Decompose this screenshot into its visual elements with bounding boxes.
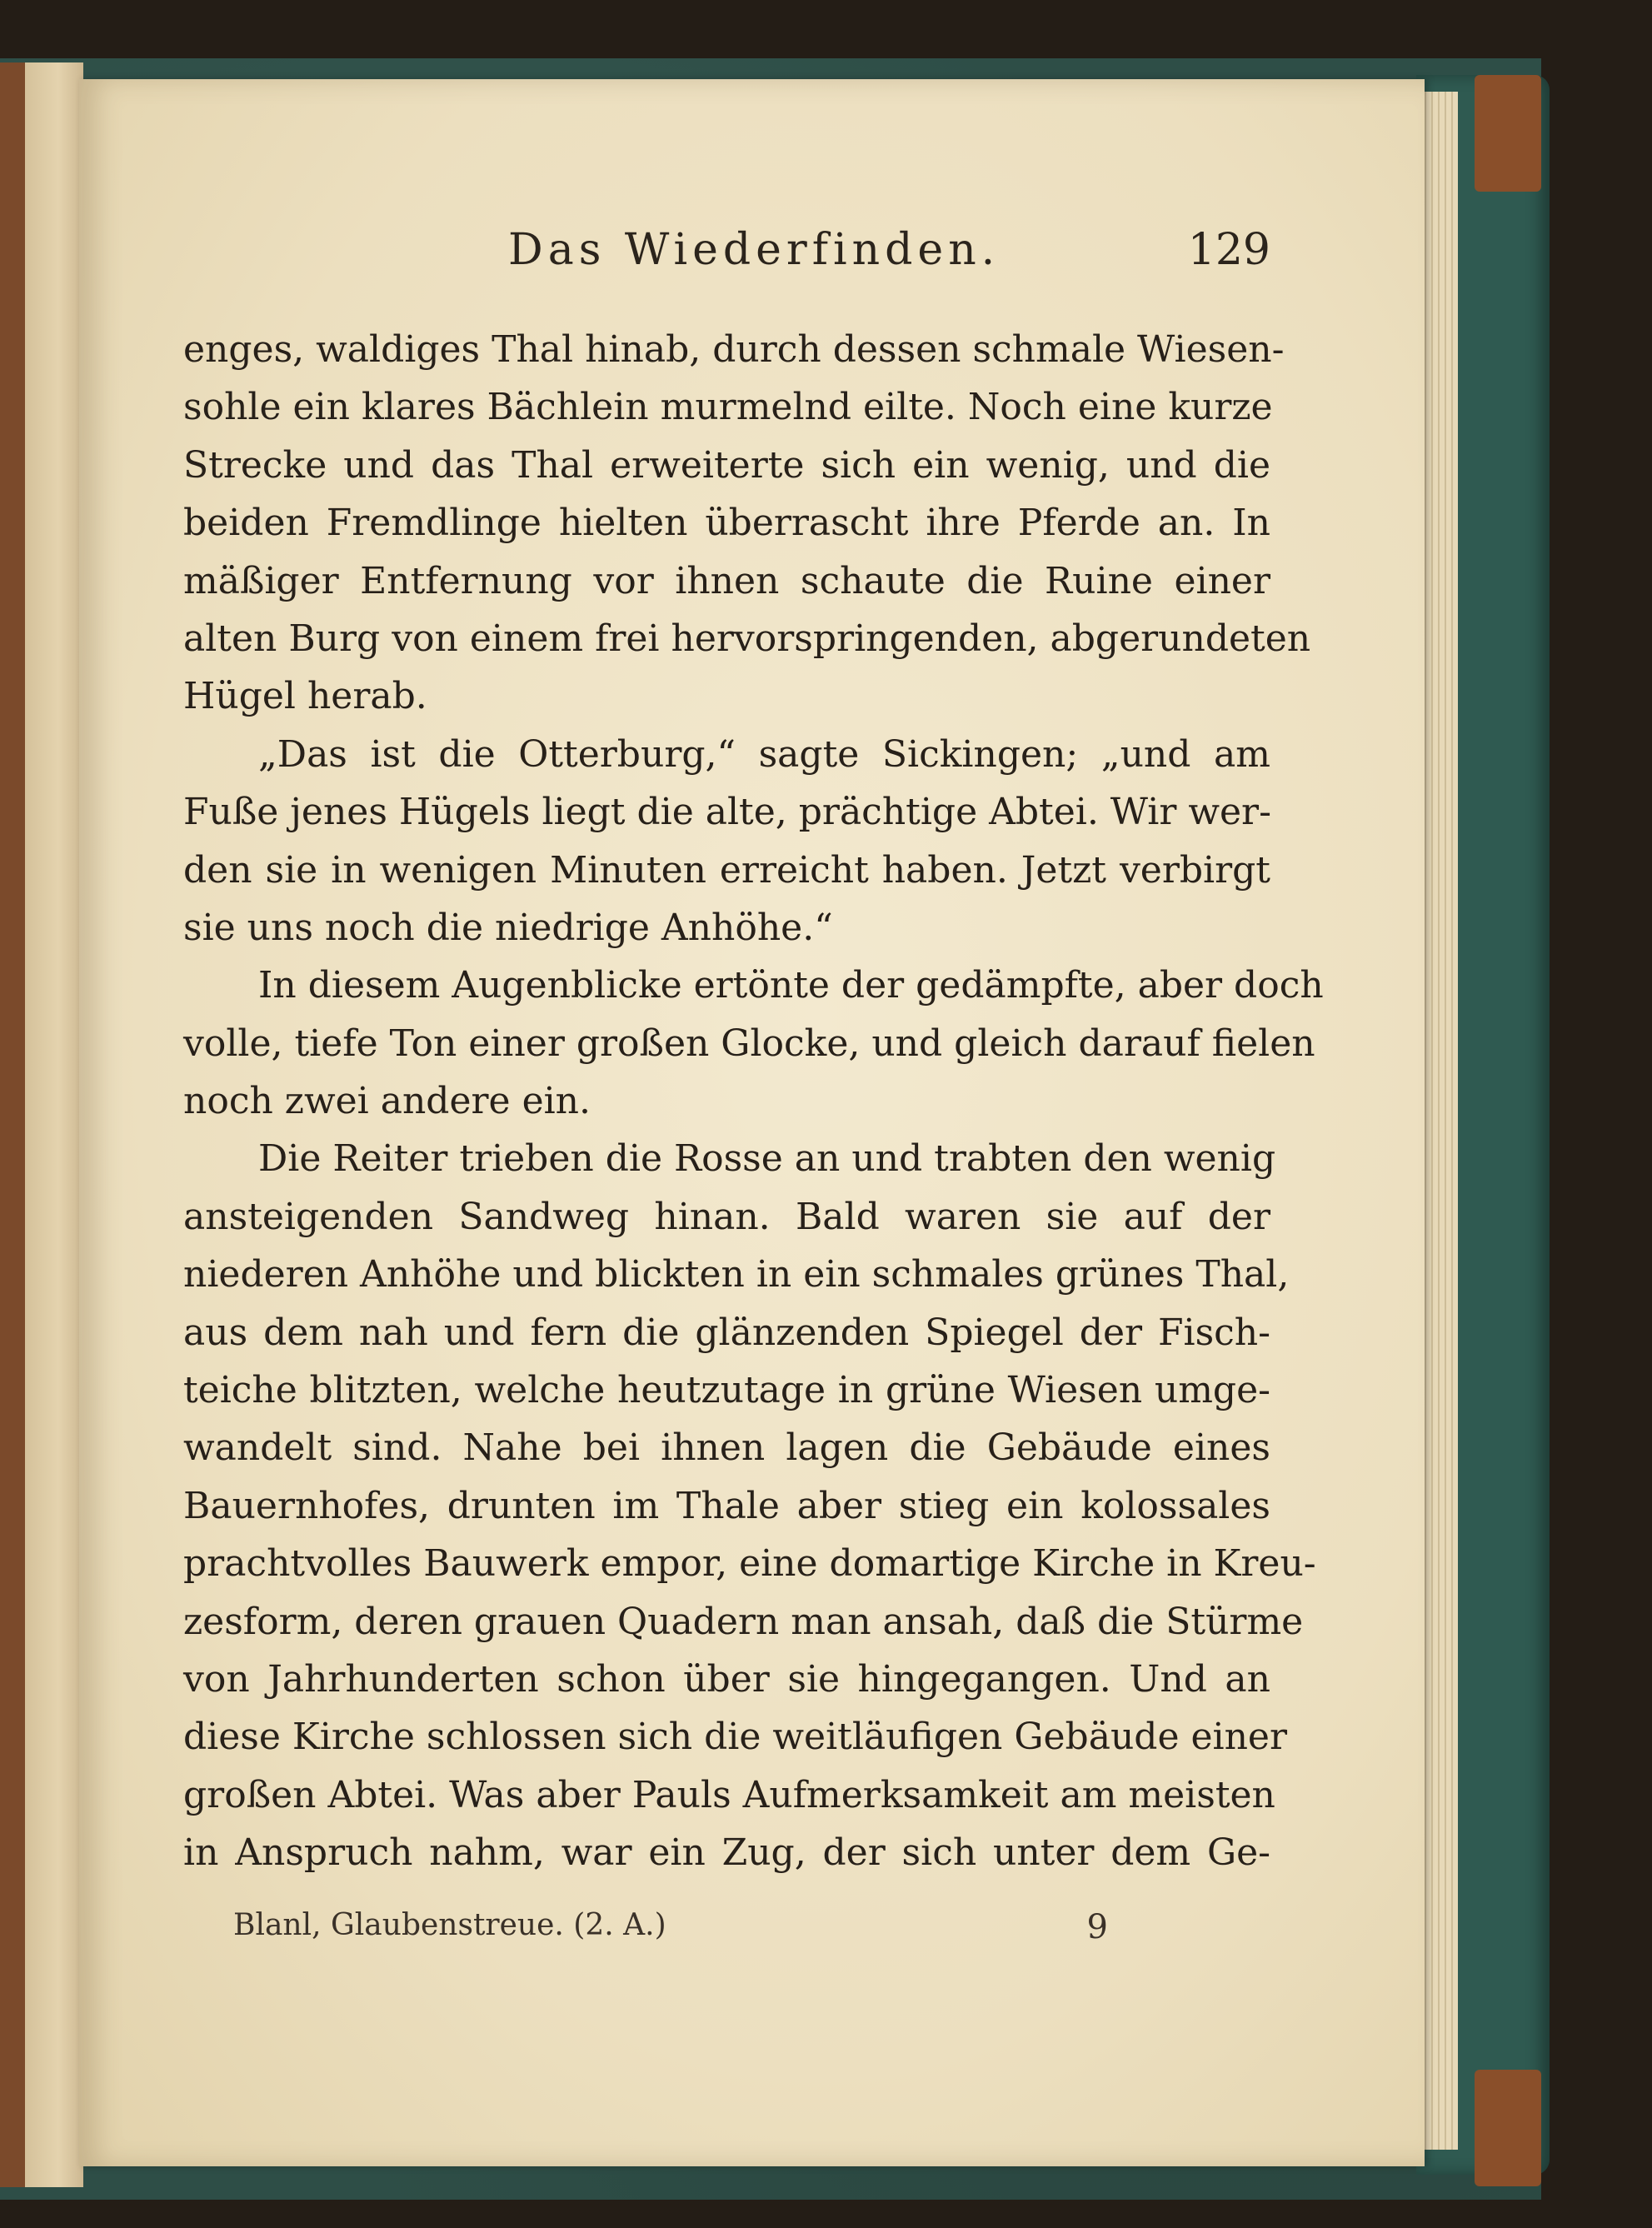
- text-line: mäßiger Entfernung vor ihnen schaute die Ruine einer: [183, 559, 1270, 602]
- text-line: niederen Anhöhe und blickten in ein schmales grünes Thal,: [183, 1253, 1290, 1296]
- text-line: diese Kirche schlossen sich die weitläufigen Gebäude einer: [183, 1716, 1288, 1759]
- spine-edge: [0, 62, 25, 2187]
- text-line: ansteigenden Sandweg hinan. Bald waren sie auf der: [183, 1195, 1270, 1238]
- text-line: Fuße jenes Hügels liegt die alte, prächtige Abtei. Wir wer-: [183, 791, 1271, 834]
- running-title: Das Wiederfinden.: [508, 225, 1001, 275]
- page-footer: [233, 1908, 1108, 1958]
- text-line: sohle ein klares Bächlein murmelnd eilte. Noch eine kurze: [183, 386, 1273, 429]
- text-line: Bauernhofes, drunten im Thale aber stieg ein kolossales: [183, 1484, 1270, 1527]
- text-line: aus dem nah und fern die glänzenden Spiegel der Fisch-: [183, 1311, 1270, 1354]
- text-line: zesform, deren grauen Quadern man ansah, daß die Stürme: [183, 1600, 1304, 1643]
- text-line: In diesem Augenblicke ertönte der gedämpfte, aber doch: [258, 964, 1324, 1007]
- text-line: den sie in wenigen Minuten erreicht haben. Jetzt verbirgt: [183, 848, 1270, 892]
- text-line: Strecke und das Thal erweiterte sich ein wenig, und die: [183, 443, 1270, 487]
- text-line: teiche blitzten, welche heutzutage in grüne Wiesen umge-: [183, 1369, 1270, 1412]
- text-line: prachtvolles Bauwerk empor, eine domartige Kirche in Kreu-: [183, 1542, 1316, 1586]
- text-line: noch zwei andere ein.: [183, 1080, 591, 1123]
- leather-corner-top: [1475, 75, 1541, 192]
- text-line: beiden Fremdlinge hielten überrascht ihre Pferde an. In: [183, 502, 1270, 545]
- page-number: 129: [1187, 225, 1270, 275]
- signature-number: 9: [1086, 1908, 1108, 1946]
- text-line: enges, waldiges Thal hinab, durch dessen schmale Wiesen-: [183, 328, 1285, 371]
- text-line: sie uns noch die niedrige Anhöhe.“: [183, 906, 833, 949]
- leather-corner-bottom: [1475, 2070, 1541, 2186]
- text-line: alten Burg von einem frei hervorspringenden, abgerundeten: [183, 617, 1311, 660]
- text-line: in Anspruch nahm, war ein Zug, der sich unter dem Ge-: [183, 1831, 1270, 1875]
- text-line: großen Abtei. Was aber Pauls Aufmerksamkeit am meisten: [183, 1773, 1275, 1816]
- text-line: „Das ist die Otterburg,“ sagte Sickingen; „und am: [258, 732, 1270, 776]
- text-line: von Jahrhunderten schon über sie hingegangen. Und an: [183, 1657, 1270, 1701]
- text-line: volle, tiefe Ton einer großen Glocke, und gleich darauf fielen: [183, 1022, 1315, 1065]
- text-line: wandelt sind. Nahe bei ihnen lagen die Gebäude eines: [183, 1426, 1270, 1470]
- page-header: [196, 212, 1270, 287]
- body-text: [183, 321, 1324, 1882]
- signature-line: Blanl, Glaubenstreue. (2. A.): [233, 1908, 666, 1942]
- text-line: Hügel herab.: [183, 675, 427, 718]
- text-line: Die Reiter trieben die Rosse an und trabten den wenig: [258, 1137, 1276, 1181]
